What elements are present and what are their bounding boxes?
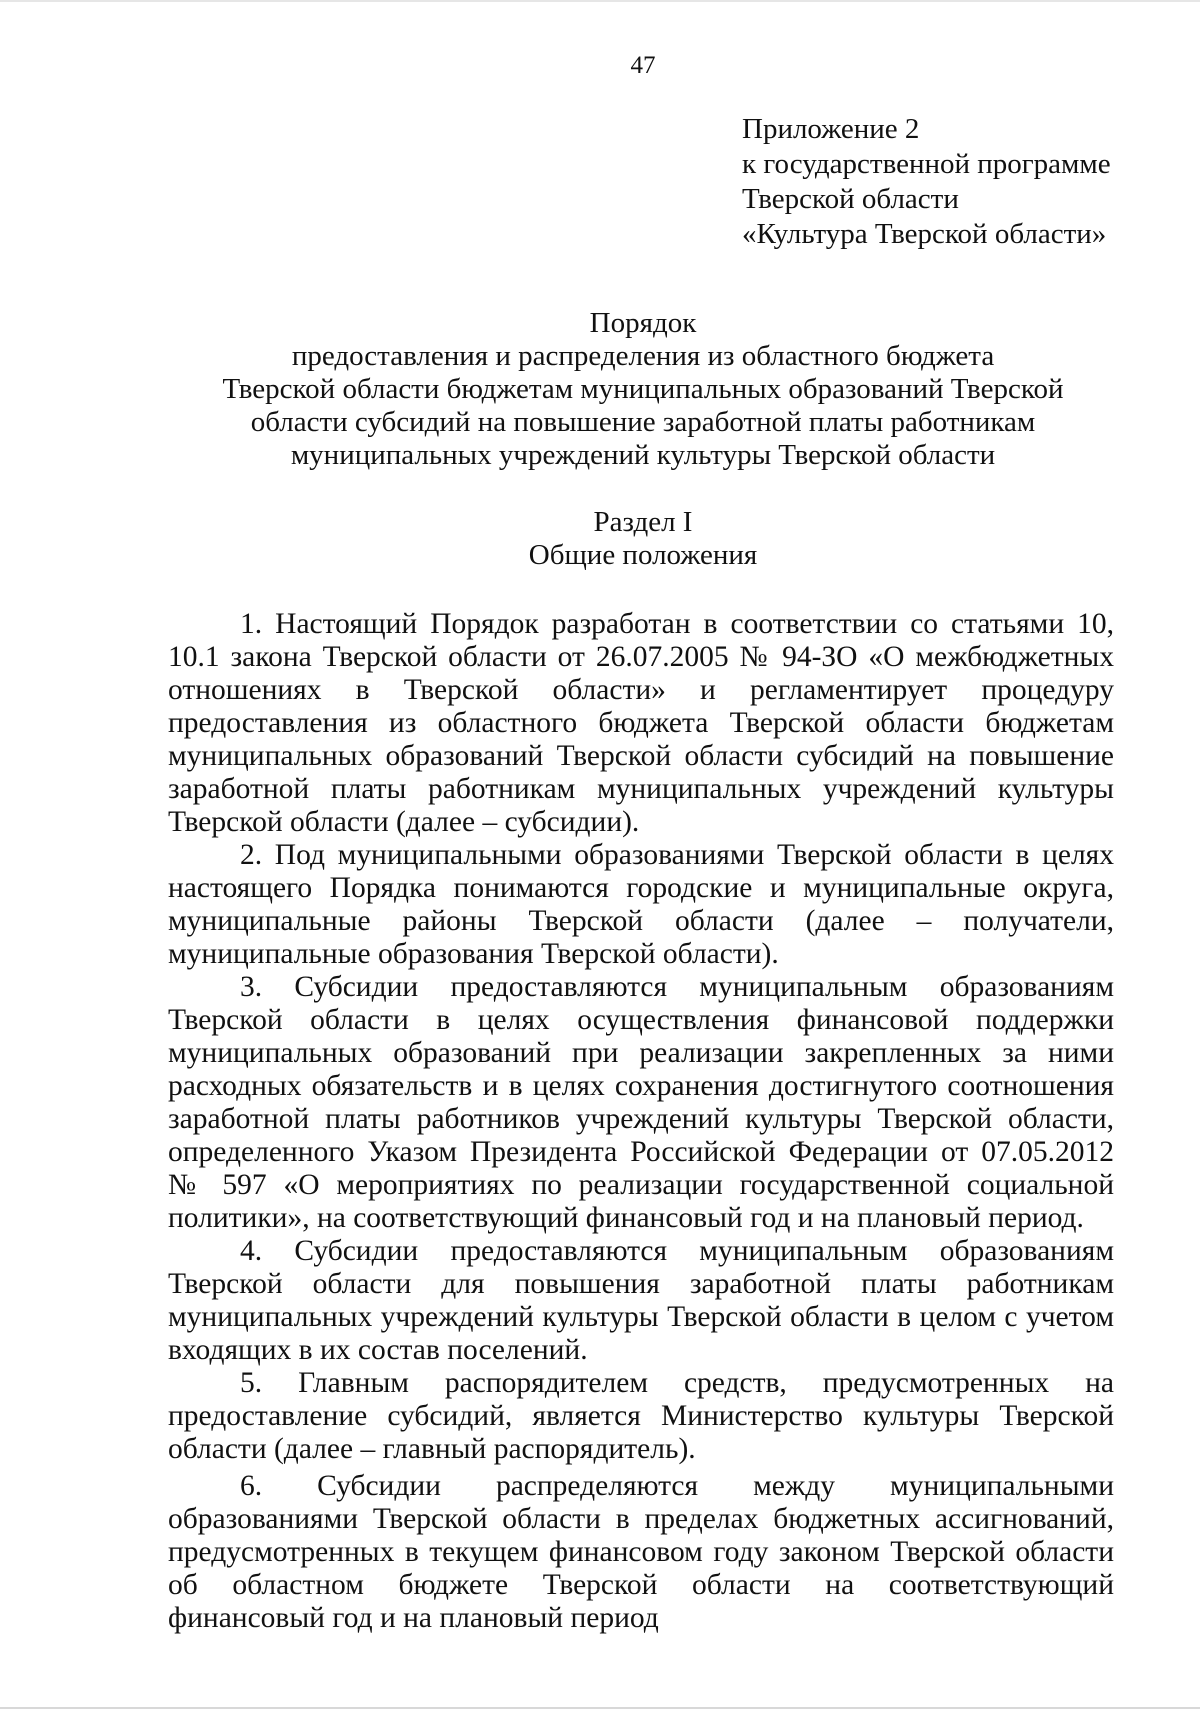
paragraph-1: 1. Настоящий Порядок разработан в соответствии со статьями 10, 10.1 закона Тверской области от 26.07.2005 № 94-ЗО «О межбюджетных отношениях в Тверской области» и регламентирует процедуру предоставления из областного бюджета Тверской области бюджетам муниципальных образований Тверской области субсидий на повышение заработной платы работникам муниципальных учреждений культуры Тверской области (далее – субсидии). xyxy=(168,608,1114,838)
paragraph-5: 5. Главным распорядителем средств, предусмотренных на предоставление субсидий, является Министерство культуры Тверской области (далее – главный распорядитель). xyxy=(168,1367,1114,1465)
section-number: Раздел I xyxy=(593,506,693,538)
paragraph-3: 3. Субсидии предоставляются муниципальным образованиям Тверской области в целях осуществления финансовой поддержки муниципальных образований при реализации закрепленных за ними расходных обязательств и в целях сохранения достигнутого соотношения заработной платы работников учреждений культуры Тверской области, определенного Указом Президента Российской Федерации от 07.05.2012 № 597 «О мероприятиях по реализации государственной социальной политики», на соответствующий финансовый год и на плановый период. xyxy=(168,971,1114,1234)
scan-edge-top xyxy=(0,0,1200,2)
appendix-line-1: Приложение 2 xyxy=(742,113,920,145)
title-line-1: Порядок xyxy=(589,307,697,339)
appendix-line-4: «Культура Тверской области» xyxy=(742,218,1107,250)
page-number: 47 xyxy=(630,52,656,79)
section-heading xyxy=(120,506,1166,572)
appendix-header xyxy=(742,112,1111,252)
paragraph-4: 4. Субсидии предоставляются муниципальным образованиям Тверской области для повышения заработной платы работникам муниципальных учреждений культуры Тверской области в целом с учетом входящих в их состав поселений. xyxy=(168,1235,1114,1366)
title-line-3: Тверской области бюджетам муниципальных образований Тверской xyxy=(222,373,1064,405)
section-name: Общие положения xyxy=(528,539,758,571)
paragraph-2: 2. Под муниципальными образованиями Тверской области в целях настоящего Порядка понимаются городские и муниципальные округа, муниципальные районы Тверской области (далее – получатели, муниципальные образования Тверской области). xyxy=(168,839,1114,970)
title-line-5: муниципальных учреждений культуры Тверской области xyxy=(290,439,996,471)
appendix-line-3: Тверской области xyxy=(742,183,959,215)
paragraph-6: 6. Субсидии распределяются между муниципальными образованиями Тверской области в пределах бюджетных ассигнований, предусмотренных в текущем финансовом году законом Тверской области об областном бюджете Тверской области на соответствующий финансовый год и на плановый период xyxy=(168,1470,1114,1634)
appendix-line-2: к государственной программе xyxy=(742,148,1111,180)
title-line-2: предоставления и распределения из областного бюджета xyxy=(291,340,995,372)
body-text xyxy=(168,608,1114,1635)
document-title xyxy=(120,307,1166,472)
title-line-4: области субсидий на повышение заработной платы работникам xyxy=(250,406,1036,438)
